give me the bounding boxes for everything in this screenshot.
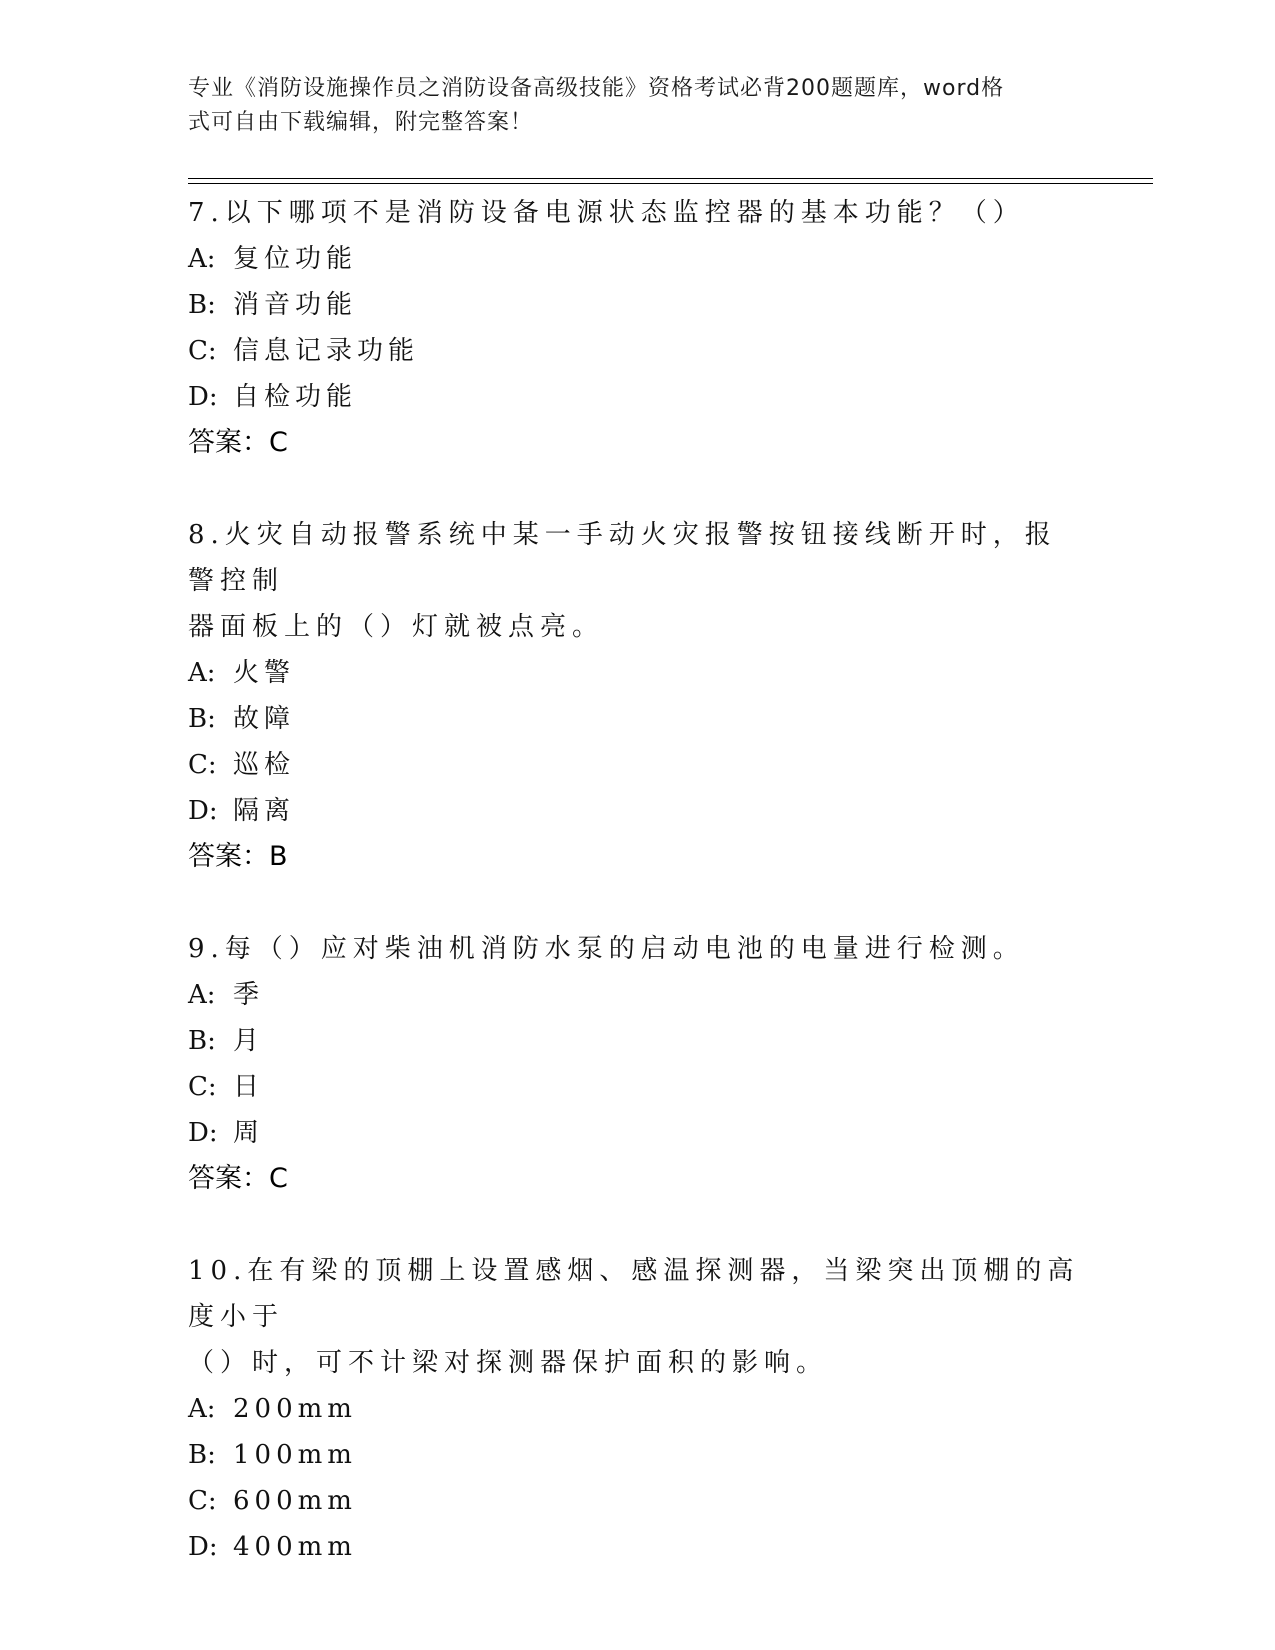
option-text: 信息记录功能 [233,336,420,366]
option-c [188,328,1088,374]
option-b [188,696,1088,742]
option-text: 周 [233,1118,265,1148]
option-text: 隔离 [233,796,296,826]
option-key: D: [188,1532,218,1562]
header-divider-thick [188,183,1153,184]
option-text: 季 [233,980,265,1010]
option-d [188,1524,1088,1570]
option-b [188,1432,1088,1478]
option-text: 600mm [233,1486,357,1516]
question-stem-line-2: 器面板上的（）灯就被点亮。 [188,612,605,642]
spacer [188,880,1088,926]
option-text: 故障 [233,704,296,734]
option-c [188,742,1088,788]
option-key: B: [188,290,216,320]
question-stem-line-1: 8.火灾自动报警系统中某一手动火灾报警按钮接线断开时，报警控制 [188,520,1057,596]
option-key: D: [188,796,218,826]
spacer [188,466,1088,512]
question-stem: 7.以下哪项不是消防设备电源状态监控器的基本功能？（） [188,198,1025,228]
option-key: A: [188,658,216,688]
option-text: 巡检 [233,750,296,780]
header-line-1: 专业《消防设施操作员之消防设备高级技能》资格考试必背200题题库，word格 [188,76,1005,101]
question-stem-line-1: 10.在有梁的顶棚上设置感烟、感温探测器，当梁突出顶棚的高度小于 [188,1256,1080,1332]
option-text: 日 [233,1072,265,1102]
option-text: 200mm [233,1394,357,1424]
option-key: C: [188,1072,217,1102]
spacer [188,1202,1088,1248]
question-10 [188,1248,1088,1570]
option-key: D: [188,382,218,412]
option-key: C: [188,750,217,780]
question-list [188,190,1088,1570]
question-9 [188,926,1088,1202]
option-d [188,1110,1088,1156]
option-key: A: [188,980,216,1010]
option-a [188,972,1088,1018]
option-text: 火警 [233,658,296,688]
option-key: D: [188,1118,218,1148]
option-text: 自检功能 [233,382,358,412]
option-key: A: [188,1394,216,1424]
option-key: C: [188,336,217,366]
question-7 [188,190,1088,466]
option-key: A: [188,244,216,274]
option-d [188,788,1088,834]
option-c [188,1064,1088,1110]
option-c [188,1478,1088,1524]
option-d [188,374,1088,420]
option-text: 月 [233,1026,265,1056]
option-text: 400mm [233,1532,357,1562]
option-key: B: [188,1026,216,1056]
question-8 [188,512,1088,880]
option-text: 复位功能 [233,244,358,274]
option-key: B: [188,704,216,734]
option-b [188,1018,1088,1064]
document-header [188,72,1088,140]
option-a [188,236,1088,282]
option-text: 100mm [233,1440,357,1470]
option-key: B: [188,1440,216,1470]
option-b [188,282,1088,328]
answer-line: 答案：C [188,1163,288,1194]
header-line-2: 式可自由下载编辑，附完整答案！ [188,110,534,135]
option-text: 消音功能 [233,290,358,320]
option-key: C: [188,1486,217,1516]
question-stem-line-2: （）时，可不计梁对探测器保护面积的影响。 [188,1348,829,1378]
answer-line: 答案：C [188,427,288,458]
question-stem: 9.每（）应对柴油机消防水泵的启动电池的电量进行检测。 [188,934,1025,964]
header-divider-thin [188,178,1153,179]
answer-line: 答案：B [188,841,288,872]
option-a [188,650,1088,696]
option-a [188,1386,1088,1432]
